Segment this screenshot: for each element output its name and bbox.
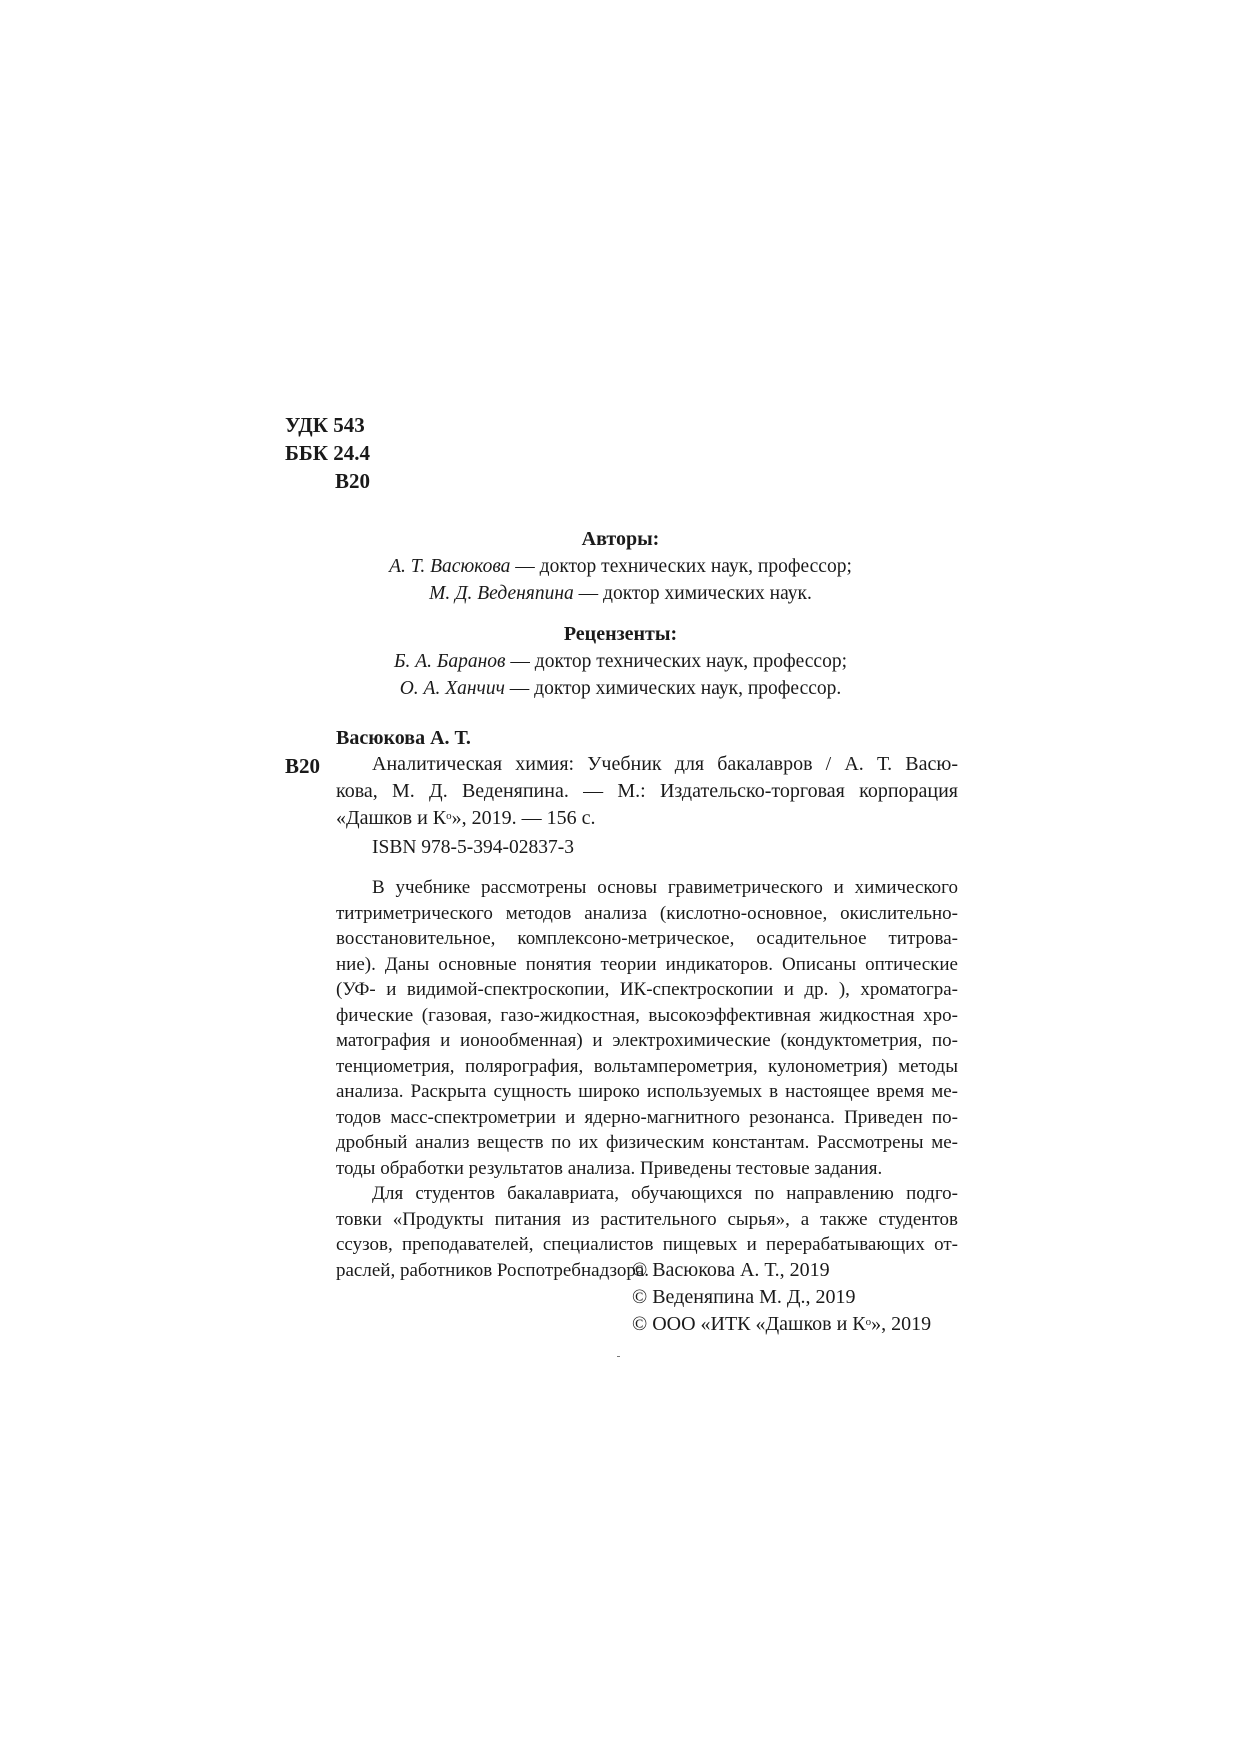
biblio-line: «Дашков и $К^о$», 2019. — 156 с.: [336, 807, 596, 829]
abstract-line: анализа. Раскрыта сущность широко используемых в настоящее время ме-: [336, 1081, 958, 1102]
reviewer-line: [0, 648, 1241, 675]
abstract-line: товки «Продукты питания из растительного сырья», а также студентов: [336, 1208, 958, 1230]
authors-block: [0, 526, 1241, 607]
reviewer-description: — доктор химических наук, профессор.: [504, 678, 842, 699]
abstract-line: тоды обработки результатов анализа. Приведены тестовые задания.: [336, 1157, 883, 1179]
reviewer-description: — доктор технических наук, профессор;: [505, 651, 848, 672]
abstract-line: В учебнике рассмотрены основы гравиметрического и химического: [372, 877, 958, 898]
abstract-line: ние). Даны основные понятия теории индикаторов. Описаны оптические: [336, 953, 958, 975]
abstract-line: восстановительное, комплексоно-метрическое, осадительное титрова-: [336, 928, 958, 949]
abstract-line: матография и ионообменная) и электрохимические (кондуктометрия, по-: [336, 1030, 958, 1051]
reviewers-block: [0, 621, 1241, 702]
abstract-line: фические (газовая, газо-жидкостная, высокоэффективная жидкостная хро-: [336, 1004, 958, 1026]
udk-code: УДК 543: [285, 413, 365, 437]
abstract-line: Для студентов бакалавриата, обучающихся по направлению подго-: [372, 1183, 958, 1204]
reviewer-name: Б. А. Баранов: [393, 651, 506, 672]
reviewers-heading: Рецензенты:: [563, 623, 678, 645]
copyright-line: © Васюкова А. Т., 2019: [632, 1259, 830, 1281]
author-description: — доктор химических наук.: [573, 583, 812, 604]
abstract-line: титриметрического методов анализа (кислотно-основное, окислительно-: [336, 902, 958, 924]
copyright-line: © Веденяпина М. Д., 2019: [632, 1286, 856, 1308]
biblio-line: кова, М. Д. Веденяпина. — М.: Издательско-торговая корпорация: [336, 780, 958, 802]
classification-codes: [285, 411, 370, 495]
author-description: — доктор технических наук, профессор;: [510, 556, 852, 577]
copyright-line: © ООО «ИТК «Дашков и $К^о$», 2019: [632, 1313, 932, 1335]
reviewer-line: [0, 675, 1241, 702]
author-line: [0, 553, 1241, 580]
biblio-line: Аналитическая химия: Учебник для бакалавров / А. Т. Васю-: [372, 753, 958, 775]
bbk-code: ББК 24.4: [285, 441, 370, 465]
abstract-line: раслей, работников Роспотребнадзора.: [336, 1259, 650, 1281]
abstract-line: (УФ- и видимой-спектроскопии, ИК-спектроскопии и др. ), хроматогра-: [336, 979, 958, 1000]
entry-author-heading: Васюкова А. Т.: [336, 727, 471, 749]
abstract-text: [336, 875, 958, 1283]
entry-side-code: В20: [285, 754, 321, 778]
authors-heading: Авторы:: [581, 528, 660, 550]
bibliographic-description: [336, 751, 958, 832]
abstract-line: тодов масс-спектрометрии и ядерно-магнитного резонанса. Приведен по-: [336, 1106, 958, 1128]
author-name: М. Д. Веденяпина: [429, 583, 574, 604]
author-sign-code: В20: [335, 469, 371, 493]
abstract-line: дробный анализ веществ по их физическим константам. Рассмотрены ме-: [336, 1132, 958, 1153]
copyright-block: [632, 1257, 931, 1338]
isbn: ISBN 978-5-394-02837-3: [372, 837, 575, 858]
abstract-line: тенциометрия, полярография, вольтамперометрия, кулонометрия) методы: [336, 1055, 958, 1077]
print-mark: [617, 1356, 620, 1357]
reviewer-name: О. А. Ханчич: [399, 678, 505, 699]
author-name: А. Т. Васюкова: [389, 556, 511, 577]
author-line: [0, 580, 1241, 607]
abstract-line: ссузов, преподавателей, специалистов пищевых и перерабатывающих от-: [336, 1234, 958, 1255]
